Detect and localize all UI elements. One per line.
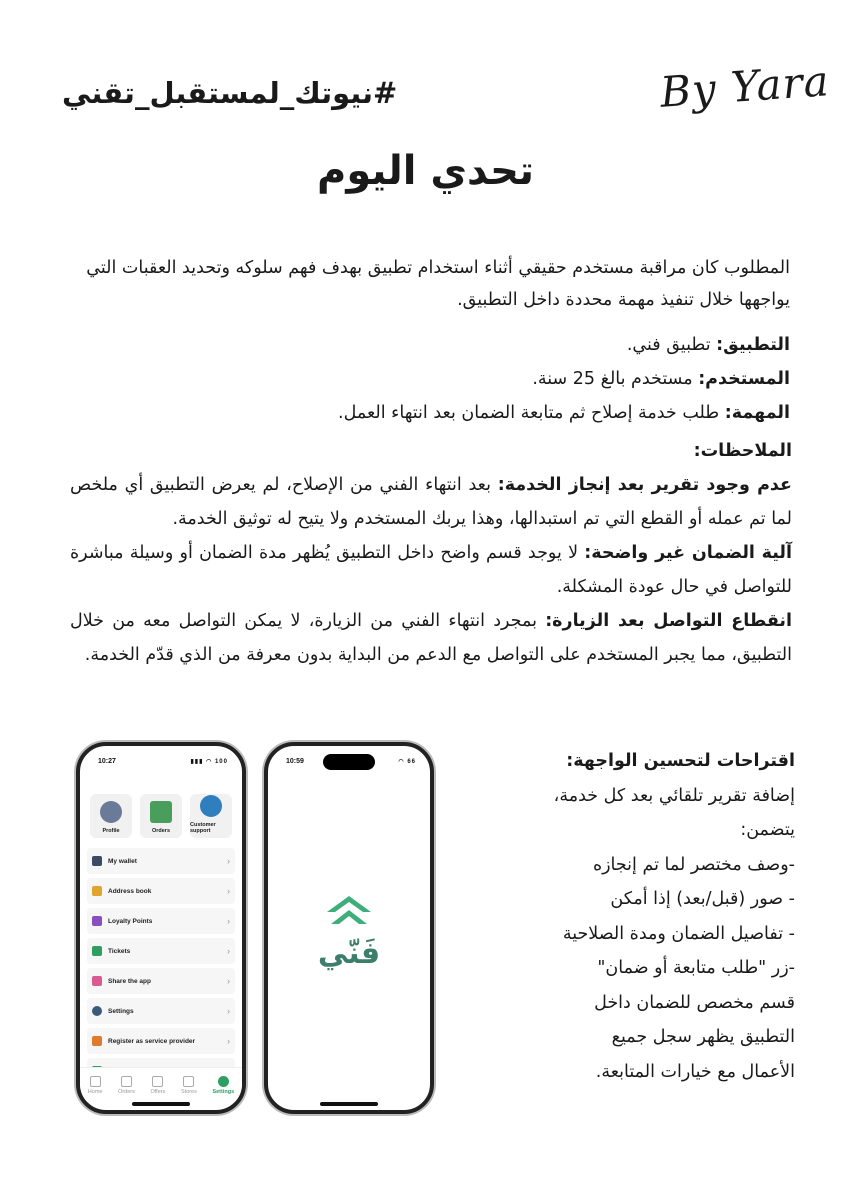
address-book-icon bbox=[92, 886, 102, 896]
note-text: بعد انتهاء الفني من الإصلاح، لم يعرض التطبيق أي ملخص لما تم عمله أو القطع التي تم استبدالها، وهذا يربك المستخدم ولا يتيح له توثيق الخدمة. bbox=[70, 475, 792, 529]
note-text: بمجرد انتهاء الفني من الزيارة، لا يمكن التواصل معه من خلال التطبيق، مما يجبر المستخدم على التواصل مع الدعم من البداية بدون معرفة من الذي قدّم الخدمة. bbox=[70, 611, 792, 665]
fanni-logo-icon bbox=[327, 896, 371, 930]
register-icon bbox=[92, 1036, 102, 1046]
menu-item-label: Loyalty Points bbox=[108, 917, 153, 925]
tab-bar bbox=[80, 1067, 242, 1102]
suggestion-line: - صور (قبل/بعد) إذا أمكن bbox=[610, 889, 795, 909]
tab-label: Orders bbox=[118, 1088, 135, 1095]
suggestions-section bbox=[475, 744, 795, 1089]
profile-icon bbox=[100, 801, 122, 823]
stores-icon bbox=[183, 1076, 194, 1087]
orders-tab-icon bbox=[121, 1076, 132, 1087]
suggestion-line: -وصف مختصر لما تم إنجازه bbox=[592, 854, 795, 875]
home-indicator bbox=[320, 1102, 378, 1106]
meta-app-label: التطبيق: bbox=[716, 335, 790, 355]
notes-heading: الملاحظات: bbox=[693, 441, 792, 461]
suggestions-heading: اقتراحات لتحسين الواجهة: bbox=[566, 751, 795, 771]
chevron-right-icon: › bbox=[227, 1006, 230, 1016]
chevron-right-icon: › bbox=[227, 886, 230, 896]
menu-item-label: Register as service provider bbox=[108, 1037, 196, 1045]
chevron-right-icon: › bbox=[227, 856, 230, 866]
tab-label: Stores bbox=[180, 1088, 197, 1095]
tab-stores[interactable] bbox=[181, 1076, 197, 1095]
menu-item-label: Tickets bbox=[108, 947, 131, 955]
settings-tab-icon bbox=[218, 1076, 229, 1087]
tile-orders[interactable] bbox=[140, 794, 182, 838]
splash-logo bbox=[268, 896, 430, 971]
wallet-icon bbox=[92, 856, 102, 866]
menu-item-label: Settings bbox=[108, 1007, 134, 1015]
headset-icon bbox=[200, 795, 222, 817]
tab-offers[interactable] bbox=[150, 1076, 165, 1095]
suggestion-line: قسم مخصص للضمان داخل bbox=[594, 992, 795, 1013]
tab-label: Home bbox=[87, 1088, 103, 1095]
chevron-right-icon: › bbox=[227, 976, 230, 986]
menu-item-tickets[interactable] bbox=[87, 938, 235, 964]
tile-label: Profile bbox=[102, 828, 120, 834]
note-item bbox=[70, 604, 792, 672]
chevron-right-icon: › bbox=[227, 946, 230, 956]
orders-icon bbox=[150, 801, 172, 823]
ticket-icon bbox=[92, 946, 102, 956]
note-label: عدم وجود تقرير بعد إنجاز الخدمة: bbox=[497, 475, 792, 495]
menu-item-settings[interactable] bbox=[87, 998, 235, 1024]
phone-splash-screenshot bbox=[264, 742, 434, 1114]
quick-tiles bbox=[80, 774, 242, 844]
menu-item-address-book[interactable] bbox=[87, 878, 235, 904]
gear-icon bbox=[92, 1006, 102, 1016]
meta-user bbox=[60, 362, 790, 396]
meta-block bbox=[60, 328, 790, 430]
status-bar bbox=[268, 746, 430, 774]
note-label: آلية الضمان غير واضحة: bbox=[584, 543, 792, 563]
tile-profile[interactable] bbox=[90, 794, 132, 838]
hashtag: #نيوتك_لمستقبل_تقني bbox=[62, 76, 398, 110]
note-text: لا يوجد قسم واضح داخل التطبيق يُظهر مدة الضمان أو وسيلة مباشرة للتواصل في حال عودة المشكلة. bbox=[70, 543, 792, 597]
note-item bbox=[70, 468, 792, 536]
dynamic-island bbox=[323, 754, 375, 770]
meta-task-value: طلب خدمة إصلاح ثم متابعة الضمان بعد انتهاء العمل. bbox=[338, 403, 725, 423]
menu-item-label: Address book bbox=[108, 887, 152, 895]
intro-paragraph: المطلوب كان مراقبة مستخدم حقيقي أثناء استخدام تطبيق بهدف فهم سلوكه وتحديد العقبات التي يواجهها خلال تنفيذ مهمة محددة داخل التطبيق. bbox=[86, 258, 790, 310]
menu-item-label: My wallet bbox=[108, 857, 137, 865]
status-icons: ▮▮▮ ◠ 100 bbox=[190, 759, 228, 765]
meta-user-label: المستخدم: bbox=[698, 369, 790, 389]
meta-user-value: مستخدم بالغ 25 سنة. bbox=[532, 369, 699, 389]
offers-icon bbox=[152, 1076, 163, 1087]
suggestion-line: يتضمن: bbox=[740, 820, 795, 840]
tile-customer-support[interactable] bbox=[190, 794, 232, 838]
status-time: 10:59 bbox=[286, 758, 304, 765]
tab-settings[interactable] bbox=[212, 1076, 234, 1095]
suggestion-line: إضافة تقرير تلقائي بعد كل خدمة، bbox=[553, 785, 795, 806]
note-item bbox=[70, 536, 792, 604]
tile-label: Customer support bbox=[190, 822, 216, 834]
meta-app bbox=[60, 328, 790, 362]
menu-item-label: Share the app bbox=[108, 977, 151, 985]
note-label: انقطاع التواصل بعد الزيارة: bbox=[545, 611, 792, 631]
menu-item-register-provider[interactable] bbox=[87, 1028, 235, 1054]
suggestion-line: الأعمال مع خيارات المتابعة. bbox=[595, 1061, 795, 1082]
brand-name: فَنّي bbox=[317, 936, 381, 971]
meta-task bbox=[60, 396, 790, 430]
menu-item-wallet[interactable] bbox=[87, 848, 235, 874]
suggestion-line: التطبيق يظهر سجل جميع bbox=[611, 1027, 795, 1047]
chevron-right-icon: › bbox=[227, 916, 230, 926]
notes-section bbox=[70, 434, 792, 672]
settings-menu bbox=[80, 848, 242, 1084]
loyalty-icon bbox=[92, 916, 102, 926]
menu-item-loyalty-points[interactable] bbox=[87, 908, 235, 934]
meta-app-value: تطبيق فني. bbox=[626, 335, 717, 355]
home-icon bbox=[90, 1076, 101, 1087]
home-indicator bbox=[132, 1102, 190, 1106]
status-time: 10:27 bbox=[98, 758, 116, 765]
tab-label: Settings bbox=[212, 1088, 235, 1095]
status-bar bbox=[80, 746, 242, 774]
page-title: تحدي اليوم bbox=[317, 148, 534, 194]
share-icon bbox=[92, 976, 102, 986]
chevron-right-icon: › bbox=[227, 1036, 230, 1046]
tab-home[interactable] bbox=[88, 1076, 103, 1095]
tile-label: Orders bbox=[151, 828, 171, 834]
menu-item-share-app[interactable] bbox=[87, 968, 235, 994]
signature: By Yara bbox=[658, 56, 832, 117]
suggestion-line: - تفاصيل الضمان ومدة الصلاحية bbox=[562, 923, 795, 944]
tab-orders[interactable] bbox=[118, 1076, 135, 1095]
tab-label: Offers bbox=[150, 1088, 166, 1095]
meta-task-label: المهمة: bbox=[724, 403, 790, 423]
phone-settings-screenshot bbox=[76, 742, 246, 1114]
status-icons: ◠ 66 bbox=[398, 759, 416, 765]
suggestion-line: -زر "طلب متابعة أو ضمان" bbox=[597, 958, 795, 978]
